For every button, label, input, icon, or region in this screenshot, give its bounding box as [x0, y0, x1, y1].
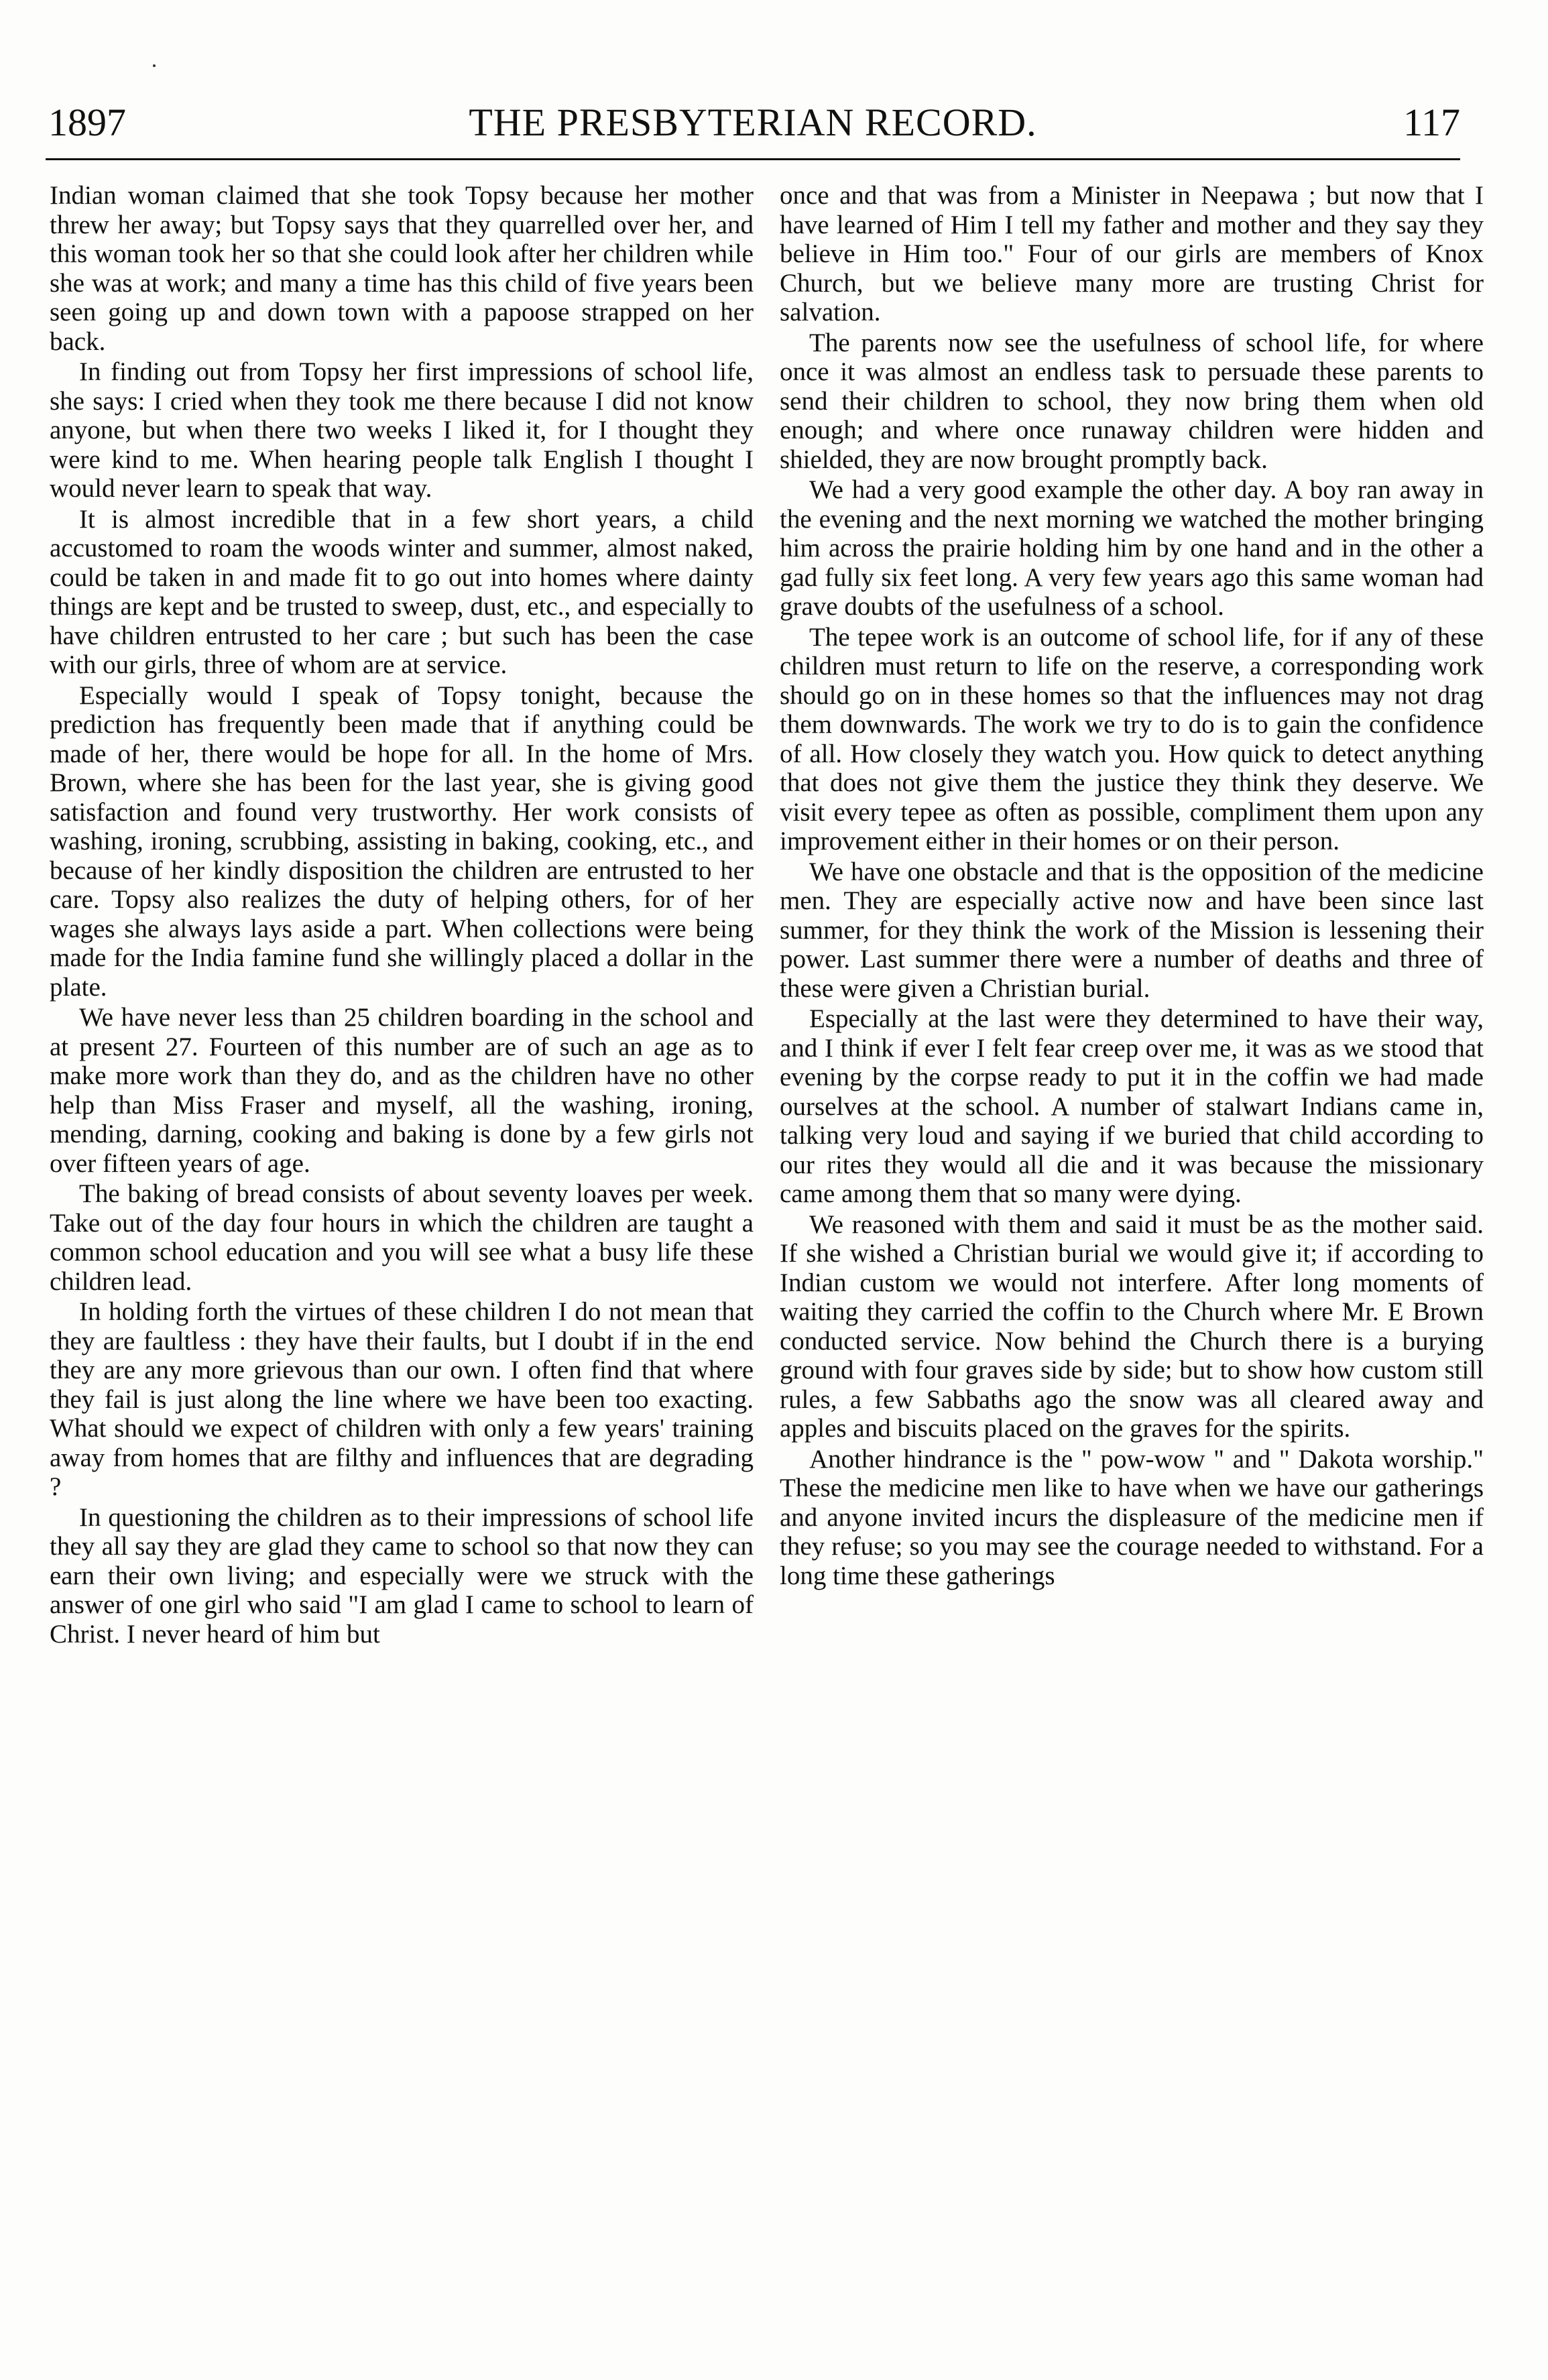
header-rule: [46, 158, 1460, 160]
header-year: 1897: [48, 101, 126, 144]
left-paragraph-4: Especially would I speak of Topsy tonight, because the prediction has frequently been made that if anything could be made of her, there would be hope for all. In the home of Mrs. Brown, where she has been for the last year, she is giving good satisfaction and found very trustworthy. Her work consists of washing, ironing, scrubbing, assisting in baking, cooking, etc., and because of her kindly disposition the children are entrusted to her care. Topsy also realizes the duty of helping others, for of her wages she always lays aside a part. When collections were being made for the India famine fund she willingly placed a dollar in the plate.: [50, 680, 754, 1002]
right-paragraph-5: We have one obstacle and that is the opposition of the medicine men. They are especially active now and have been since last summer, for they think the work of the Mission is lessening their power. Last summer there were a number of deaths and three of these were given a Christian burial.: [780, 857, 1484, 1003]
right-paragraph-8: Another hindrance is the " pow-wow " and " Dakota worship." These the medicine men like to have when we have our gatherings and anyone invited incurs the displeasure of the medicine men if they refuse; so you may see the courage needed to withstand. For a long time these gatherings: [780, 1444, 1484, 1590]
left-paragraph-8: In questioning the children as to their impressions of school life they all say they are glad they came to school so that now they can earn their own living; and especially were we struck with the answer of one girl who said "I am glad I came to school to learn of Christ. I never heard of him but: [50, 1502, 754, 1649]
right-column: [780, 181, 1484, 1590]
left-paragraph-2: In finding out from Topsy her first impressions of school life, she says: I cried when they took me there because I did not know anyone, but when there two weeks I liked it, for I thought they were kind to me. When hearing people talk English I thought I would never learn to speak that way.: [50, 357, 754, 503]
left-paragraph-6: The baking of bread consists of about seventy loaves per week. Take out of the day four hours in which the children are taught a common school education and you will see what a busy life these children lead.: [50, 1179, 754, 1296]
running-header: [46, 95, 1460, 150]
right-paragraph-2: The parents now see the usefulness of school life, for where once it was almost an endless task to persuade these parents to send their children to school, they now bring them when old enough; and where once runaway children were hidden and shielded, they are now brought promptly back.: [780, 328, 1484, 474]
publication-title: THE PRESBYTERIAN RECORD.: [469, 101, 1037, 144]
print-speck: [153, 64, 156, 67]
left-column: [50, 181, 754, 1649]
left-paragraph-5: We have never less than 25 children boarding in the school and at present 27. Fourteen of this number are of such an age as to make more work than they do, and as the children have no other help than Miss Fraser and myself, all the washing, ironing, mending, darning, cooking and baking is done by a few girls not over fifteen years of age.: [50, 1003, 754, 1178]
left-paragraph-1: Indian woman claimed that she took Topsy because her mother threw her away; but Topsy says that they quarrelled over her, and this woman took her so that she could look after her children while she was at work; and many a time has this child of five years been seen going up and down town with a papoose strapped on her back.: [50, 181, 754, 356]
left-paragraph-7: In holding forth the virtues of these children I do not mean that they are faultless : they have their faults, but I doubt if in the end they are any more grievous than our own. I often find that where they fail is just along the line where we have been too exacting. What should we expect of children with only a few years' training away from homes that are filthy and influences that are degrading ?: [50, 1297, 754, 1501]
page-number: 117: [1403, 101, 1460, 144]
right-paragraph-4: The tepee work is an outcome of school life, for if any of these children must return to life on the reserve, a corresponding work should go on in these homes so that the influences may not drag them downwards. The work we try to do is to gain the confidence of all. How closely they watch you. How quick to detect anything that does not give them the justice they think they deserve. We visit every tepee as often as possible, compliment them upon any improvement either in their homes or on their person.: [780, 622, 1484, 855]
right-paragraph-3: We had a very good example the other day. A boy ran away in the evening and the next morning we watched the mother bringing him across the prairie holding him by one hand and in the other a gad fully six feet long. A very few years ago this same woman had grave doubts of the usefulness of a school.: [780, 475, 1484, 621]
right-paragraph-1: once and that was from a Minister in Neepawa ; but now that I have learned of Him I tell my father and mother and they say they believe in Him too." Four of our girls are members of Knox Church, but we believe many more are trusting Christ for salvation.: [780, 181, 1484, 326]
left-paragraph-3: It is almost incredible that in a few short years, a child accustomed to roam the woods winter and summer, almost naked, could be taken in and made fit to go out into homes where dainty things are kept and be trusted to sweep, dust, etc., and especially to have children entrusted to her care ; but such has been the case with our girls, three of whom are at service.: [50, 504, 754, 679]
right-paragraph-7: We reasoned with them and said it must be as the mother said. If she wished a Christian burial we would give it; if according to Indian custom we would not interfere. After long moments of waiting they carried the coffin to the Church where Mr. E Brown conducted service. Now behind the Church there is a burying ground with four graves side by side; but to show how custom still rules, a few Sabbaths ago the snow was all cleared away and apples and biscuits placed on the graves for the spirits.: [780, 1209, 1484, 1443]
right-paragraph-6: Especially at the last were they determined to have their way, and I think if ever I felt fear creep over me, it was as we stood that evening by the corpse ready to put it in the coffin we had made ourselves at the school. A number of stalwart Indians came in, talking very loud and saying if we buried that child according to our rites they would all die and it was because the missionary came among them that so many were dying.: [780, 1004, 1484, 1208]
